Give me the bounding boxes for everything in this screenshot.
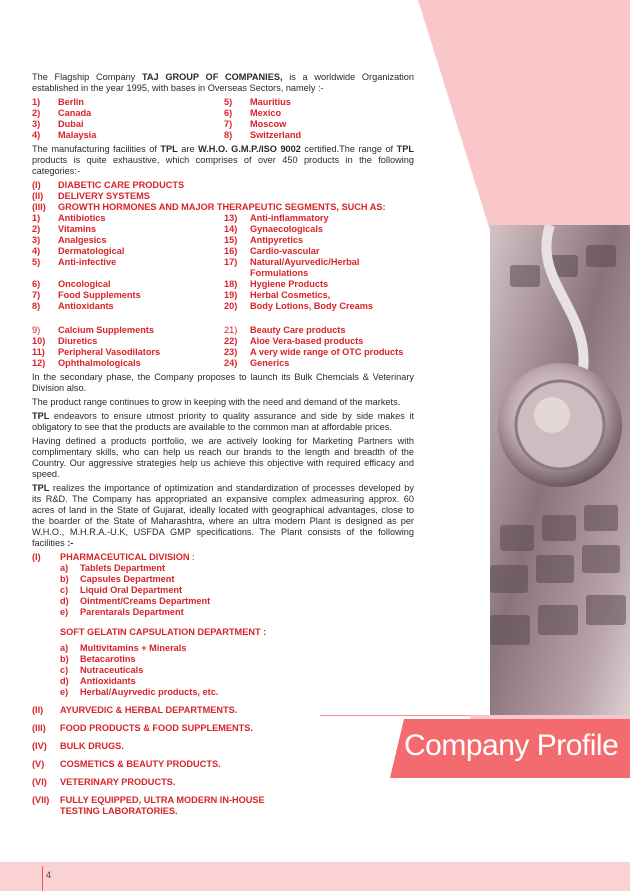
- list-item: 21) Beauty Care products: [224, 325, 346, 335]
- list-item: 24) Generics: [224, 358, 290, 368]
- list-item: a) Multivitamins + Minerals: [60, 643, 187, 653]
- list-item: c) Liquid Oral Department: [60, 585, 183, 595]
- secondary-phase-paragraph: In the secondary phase, the Company proposes to launch its Bulk Chemcials & Veterinary Division also.: [32, 372, 414, 393]
- list-item: 20) Body Lotions, Body Creams: [224, 301, 374, 311]
- list-item: 6) Oncological: [32, 279, 111, 289]
- list-item: 15) Antipyretics: [224, 235, 304, 245]
- list-item: 23) A very wide range of OTC products: [224, 347, 404, 357]
- page-number: 4: [46, 870, 52, 880]
- divisions-list: [32, 705, 414, 817]
- intro-paragraph: The Flagship Company TAJ GROUP OF COMPANIES, is a worldwide Organization established in the year 1995, with bases in Overseas Sectors, namely :-: [32, 72, 414, 93]
- list-item: 18) Hygiene Products: [224, 279, 329, 289]
- stethoscope-keyboard-photo: [490, 225, 630, 715]
- product-range-paragraph: The product range continues to grow in keeping with the need and demand of the markets.: [32, 397, 401, 407]
- list-item: 8) Antioxidants: [32, 301, 114, 311]
- list-item: 2) Vitamins: [32, 224, 97, 234]
- list-item: 10) Diuretics: [32, 336, 98, 346]
- list-item: 5) Anti-infective: [32, 257, 117, 267]
- list-item: d) Ointment/Creams Department: [60, 596, 211, 606]
- list-item: 13) Anti-inflammatory: [224, 213, 329, 223]
- segments-list-b: [32, 325, 414, 369]
- list-item: 3) Analgesics: [32, 235, 107, 245]
- list-item: 4) Dermatological: [32, 246, 125, 256]
- content-column: [32, 72, 414, 817]
- list-item: 1) Antibiotics: [32, 213, 106, 223]
- plant-paragraph: TPL realizes the importance of optimization and standardization of processes developed by its R&D. The Company has appropriated an expansive complex admeasuring approx. 60 acres of land in the State of Gujarat, ideally located with geographical advantages, close to the boarder of the State of Maharashtra, where an ultra modern Plant is designed as per W.H.O., M.H.R.A.-U.K, USFDA GMP specifications. The Plant consists of the following facilities :-: [32, 483, 414, 548]
- list-item: 5) Mauritius: [224, 97, 291, 107]
- footer-bar: [0, 862, 630, 891]
- list-item: 17) Natural/Ayurvedic/Herbal Formulations: [224, 257, 360, 278]
- list-item: 19) Herbal Cosmetics,: [224, 290, 331, 300]
- division-item: (V) COSMETICS & BEAUTY PRODUCTS.: [32, 759, 221, 769]
- division-item: (II) AYURVEDIC & HERBAL DEPARTMENTS.: [32, 705, 238, 715]
- category-item: (III) GROWTH HORMONES AND MAJOR THERAPEUTIC SEGMENTS, SUCH AS:: [32, 202, 386, 212]
- list-item: e) Herbal/Auyrvedic products, etc.: [60, 687, 219, 697]
- list-item: 7) Moscow: [224, 119, 287, 129]
- division-item: (VII) FULLY EQUIPPED, ULTRA MODERN IN-HOUSE TESTING LABORATORIES.: [32, 795, 265, 816]
- division-item: (IV) BULK DRUGS.: [32, 741, 124, 751]
- pharmaceutical-division-heading: (I) PHARMACEUTICAL DIVISION :: [32, 552, 195, 562]
- list-item: 4) Malaysia: [32, 130, 97, 140]
- footer-tick: [42, 866, 43, 891]
- company-name: TAJ GROUP OF COMPANIES,: [141, 72, 283, 82]
- pharmaceutical-departments: [32, 563, 414, 618]
- list-item: d) Antioxidants: [60, 676, 136, 686]
- list-item: b) Betacarotins: [60, 654, 136, 664]
- manufacturing-paragraph: The manufacturing facilities of TPL are W.H.O. G.M.P./ISO 9002 certified.The range of TPL products is quite exhaustive, which comprises of over 450 products in the following categories:-: [32, 144, 414, 176]
- soft-gelatin-heading: SOFT GELATIN CAPSULATION DEPARTMENT :: [60, 627, 267, 637]
- list-item: c) Nutraceuticals: [60, 665, 144, 675]
- locations-list: [32, 97, 414, 141]
- division-item: (III) FOOD PRODUCTS & FOOD SUPPLEMENTS.: [32, 723, 253, 733]
- list-item: 14) Gynaecologicals: [224, 224, 324, 234]
- list-item: 22) Aloe Vera-based products: [224, 336, 364, 346]
- decorative-pink-panel: [418, 0, 630, 240]
- categories-list: [32, 180, 414, 213]
- list-item: b) Capsules Department: [60, 574, 175, 584]
- list-item: 2) Canada: [32, 108, 92, 118]
- soft-gelatin-products: [32, 643, 414, 698]
- list-item: 1) Berlin: [32, 97, 85, 107]
- list-item: a) Tablets Department: [60, 563, 166, 573]
- list-item: 6) Mexico: [224, 108, 282, 118]
- category-item: (I) DIABETIC CARE PRODUCTS: [32, 180, 185, 190]
- list-item: 7) Food Supplements: [32, 290, 141, 300]
- company-profile-title: Company Profile: [404, 729, 619, 762]
- division-item: (VI) VETERINARY PRODUCTS.: [32, 777, 176, 787]
- quality-paragraph: TPL endeavors to ensure utmost priority to quality assurance and side by side makes it obligatory to see that the products are available to the common man at affordable prices.: [32, 411, 414, 432]
- segments-list-a: [32, 213, 414, 312]
- marketing-paragraph: Having defined a products portfolio, we are actively looking for Marketing Partners with complimentary skills, who can help us reach our brands to the length and breadth of the Country. Our aggressive strategies help us achieve this objective with required efficacy and speed.: [32, 436, 414, 479]
- category-item: (II) DELIVERY SYSTEMS: [32, 191, 150, 201]
- list-item: e) Parentarals Department: [60, 607, 184, 617]
- list-item: 9) Calcium Supplements: [32, 325, 154, 335]
- list-item: 11) Peripheral Vasodilators: [32, 347, 161, 357]
- list-item: 3) Dubai: [32, 119, 84, 129]
- list-item: 12) Ophthalmologicals: [32, 358, 141, 368]
- list-item: 8) Switzerland: [224, 130, 302, 140]
- list-item: 16) Cardio-vascular: [224, 246, 320, 256]
